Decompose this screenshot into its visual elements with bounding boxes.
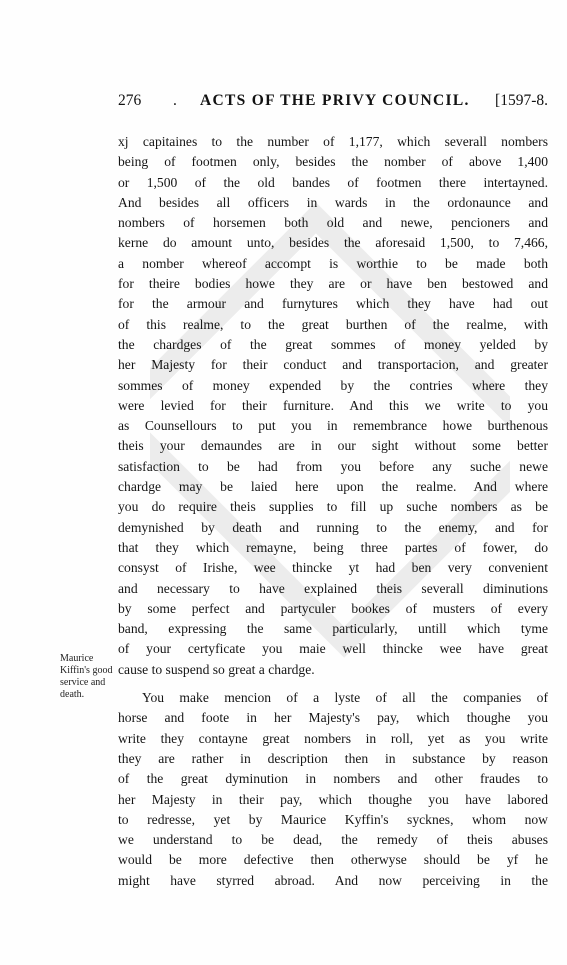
text-line: were levied for their furniture. And this we write to you bbox=[118, 397, 548, 413]
paragraph-2 bbox=[118, 688, 548, 891]
text-line: sommes of money expended by the contries where they bbox=[118, 377, 548, 393]
text-line: nombers of horsemen both old and newe, pencioners and bbox=[118, 215, 548, 231]
margin-note-line: service and bbox=[60, 677, 106, 688]
text-line: and necessary to have explained theis severall diminutions bbox=[118, 580, 548, 596]
text-line: kerne do amount unto, besides the aforesaid 1,500, to 7,466, bbox=[118, 235, 548, 251]
text-line: satisfaction to be had from you before any suche newe bbox=[118, 458, 548, 474]
margin-note-line: Kiffin's good bbox=[60, 665, 113, 676]
text-line: horse and foote in her Majesty's pay, which thoughe you bbox=[118, 710, 548, 726]
paragraph-1 bbox=[118, 132, 548, 680]
text-line: would be more defective then otherwyse should be yf he bbox=[118, 852, 548, 868]
text-line: by some perfect and partyculer bookes of musters of every bbox=[118, 600, 548, 616]
text-line: of the great dyminution in nombers and other fraudes to bbox=[118, 771, 548, 787]
text-line: for theire bodies howe they are or have ben bestowed and bbox=[118, 276, 548, 292]
page-number: 276 bbox=[118, 92, 142, 109]
text-line: of this realme, to the great burthen of the realme, with bbox=[118, 316, 548, 332]
text-line: for the armour and furnytures which they have had out bbox=[118, 296, 548, 312]
text-line: write they contayne great nombers in roll, yet as you write bbox=[118, 730, 548, 746]
text-line: the chardges of the great sommes of money yelded by bbox=[118, 336, 548, 352]
text-line: might have styrred abroad. And now perceiving in the bbox=[118, 872, 548, 888]
margin-note-line: death. bbox=[60, 689, 85, 700]
margin-note-line: Maurice bbox=[60, 653, 94, 664]
body-text bbox=[118, 132, 548, 891]
text-line: or 1,500 of the old bandes of footmen there intertayned. bbox=[118, 174, 548, 190]
text-line: xj capitaines to the number of 1,177, which severall nombers bbox=[118, 134, 548, 149]
text-line: cause to suspend so great a chardge. bbox=[118, 661, 315, 677]
header-dot: . bbox=[173, 92, 177, 109]
text-line: chardge may be laied here upon the realme. And where bbox=[118, 479, 548, 495]
text-line: they are rather in description then in substance by reason bbox=[118, 750, 548, 766]
text-line: You make mencion of a lyste of all the companies of bbox=[142, 690, 548, 706]
text-line: as Counsellours to put you in remembrance howe burthenous bbox=[118, 418, 548, 434]
margin-note bbox=[60, 653, 118, 701]
text-line: consyst of Irishe, wee thincke yt had ben very convenient bbox=[118, 560, 548, 576]
header-year: [1597-8. bbox=[495, 92, 548, 109]
text-line: you do require theis supplies to fill up suche nombers as be bbox=[118, 499, 548, 515]
text-line: of your certyficate you maie well thincke wee have great bbox=[118, 641, 548, 657]
text-line: her Majesty for their conduct and transportacion, and greater bbox=[118, 357, 548, 373]
text-line: we understand to be dead, the remedy of theis abuses bbox=[118, 832, 548, 848]
text-line: her Majesty in their pay, which thoughe you have labored bbox=[118, 791, 548, 807]
text-line: a nomber whereof accompt is worthie to be made both bbox=[118, 255, 548, 271]
text-line: theis your demaundes are in our sight without some better bbox=[118, 438, 548, 454]
page-header bbox=[118, 92, 548, 116]
text-line: to redresse, yet by Maurice Kyffin's sycknes, whom now bbox=[118, 811, 548, 827]
text-line: that they which remayne, being three partes of fower, do bbox=[118, 539, 548, 555]
text-line: band, expressing the same particularly, untill which tyme bbox=[118, 621, 548, 637]
running-title: ACTS OF THE PRIVY COUNCIL. bbox=[200, 92, 470, 109]
text-line: And besides all officers in wards in the ordonaunce and bbox=[118, 194, 548, 210]
text-line: demynished by death and running to the enemy, and for bbox=[118, 519, 548, 535]
text-line: being of footmen only, besides the nomber of above 1,400 bbox=[118, 154, 548, 170]
